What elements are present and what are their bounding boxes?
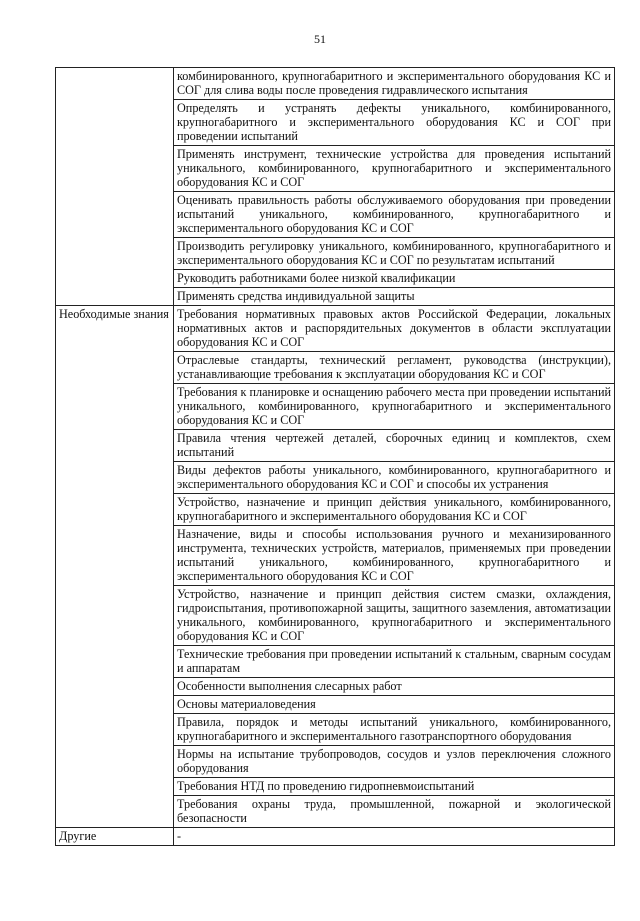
knowledge-item-15: Требования охраны труда, промышленной, пожарной и экологической безопасности (174, 796, 615, 828)
skill-item-2: Определять и устранять дефекты уникального, комбинированного, крупногабаритного и экспериментального оборудования КС и СОГ при проведении испытаний (174, 100, 615, 146)
knowledge-item-10: Особенности выполнения слесарных работ (174, 678, 615, 696)
knowledge-item-14: Требования НТД по проведению гидропневмоиспытаний (174, 778, 615, 796)
knowledge-label: Необходимые знания (56, 306, 174, 828)
knowledge-item-13: Нормы на испытание трубопроводов, сосудов и узлов переключения сложного оборудования (174, 746, 615, 778)
knowledge-item-8: Устройство, назначение и принцип действия систем смазки, охлаждения, гидроиспытания, противопожарной защиты, защитного заземления, автоматизации уникального, комбинированного, крупногабаритного и экспериментального оборудования КС и СОГ (174, 586, 615, 646)
table-row (56, 828, 615, 846)
knowledge-item-3: Требования к планировке и оснащению рабочего места при проведении испытаний уникального, комбинированного, крупногабаритного и экспериментального оборудования КС и СОГ (174, 384, 615, 430)
requirements-table (55, 67, 615, 846)
skill-item-4: Оценивать правильность работы обслуживаемого оборудования при проведении испытаний уникального, комбинированного, крупногабаритного и экспериментального оборудования КС и СОГ (174, 192, 615, 238)
knowledge-item-2: Отраслевые стандарты, технический регламент, руководства (инструкции), устанавливающие требования к эксплуатации оборудования КС и СОГ (174, 352, 615, 384)
knowledge-item-9: Технические требования при проведении испытаний к стальным, сварным сосудам и аппаратам (174, 646, 615, 678)
continuation-label-cell (56, 68, 174, 306)
knowledge-item-12: Правила, порядок и методы испытаний уникального, комбинированного, крупногабаритного и экспериментального газотранспортного оборудования (174, 714, 615, 746)
skill-item-3: Применять инструмент, технические устройства для проведения испытаний уникального, комбинированного, крупногабаритного и экспериментального оборудования КС и СОГ (174, 146, 615, 192)
skill-item-1: комбинированного, крупногабаритного и экспериментального оборудования КС и СОГ для слива воды после проведения гидравлического испытания (174, 68, 615, 100)
skill-item-7: Применять средства индивидуальной защиты (174, 288, 615, 306)
table-row (56, 306, 615, 352)
skill-item-5: Производить регулировку уникального, комбинированного, крупногабаритного и экспериментального оборудования КС и СОГ по результатам испытаний (174, 238, 615, 270)
knowledge-item-7: Назначение, виды и способы использования ручного и механизированного инструмента, технических устройств, материалов, применяемых при проведении испытаний уникального, комбинированного, крупногабаритного и экспериментального оборудования КС и СОГ (174, 526, 615, 586)
knowledge-item-11: Основы материаловедения (174, 696, 615, 714)
table-body (56, 68, 615, 846)
other-value: - (174, 828, 615, 846)
knowledge-item-4: Правила чтения чертежей деталей, сборочных единиц и комплектов, схем испытаний (174, 430, 615, 462)
table-row (56, 68, 615, 100)
knowledge-item-1: Требования нормативных правовых актов Российской Федерации, локальных нормативных актов и распорядительных документов в области эксплуатации оборудования КС и СОГ (174, 306, 615, 352)
knowledge-item-6: Устройство, назначение и принцип действия уникального, комбинированного, крупногабаритного и экспериментального оборудования КС и СОГ (174, 494, 615, 526)
knowledge-item-5: Виды дефектов работы уникального, комбинированного, крупногабаритного и экспериментального оборудования КС и СОГ и способы их устранения (174, 462, 615, 494)
page-number: 51 (314, 32, 326, 46)
skill-item-6: Руководить работниками более низкой квалификации (174, 270, 615, 288)
other-label: Другие (56, 828, 174, 846)
